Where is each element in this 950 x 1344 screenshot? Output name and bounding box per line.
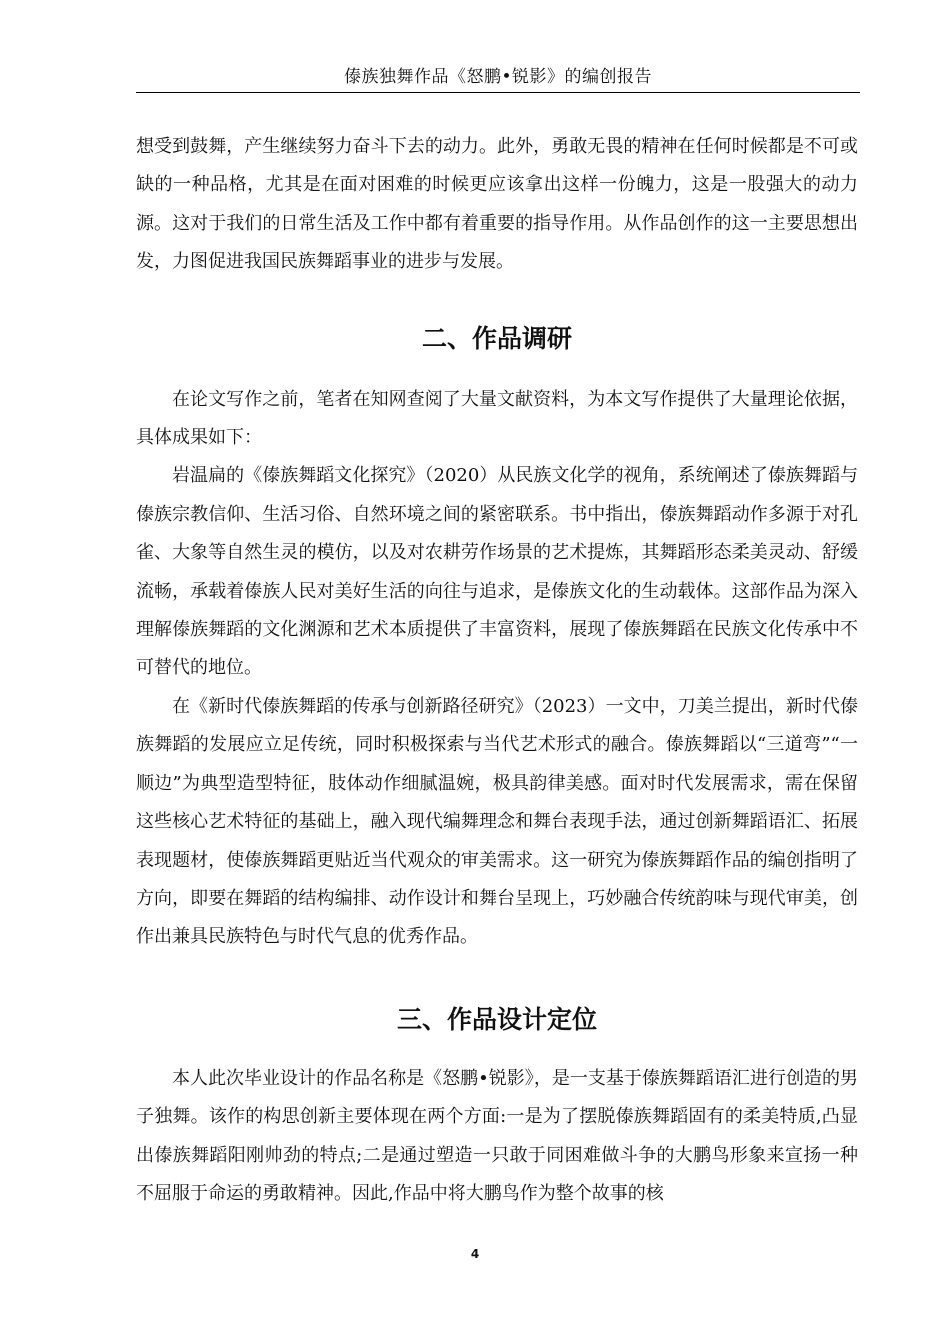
paragraph: 本人此次毕业设计的作品名称是《怒鹏•锐影》，是一支基于傣族舞蹈语汇进行创造的男子独舞。该作的构思创新主要体现在两个方面:一是为了摆脱傣族舞蹈固有的柔美特质,凸显出傣族舞蹈阳刚帅劲的特点;二是通过塑造一只敢于同困难做斗争的大鹏鸟形象来宣扬一种不屈服于命运的勇敢精神。因此,作品中将大鹏鸟作为整个故事的核 xyxy=(136,1067,858,1204)
section-heading-design-positioning: 三、作品设计定位 xyxy=(396,1004,597,1034)
paragraph: 在《新时代傣族舞蹈的传承与创新路径研究》（2023）一文中，刀美兰提出，新时代傣族舞蹈的发展应立足传统，同时积极探索与当代艺术形式的融合。傣族舞蹈以“三道弯”“一顺边”为典型造型特征，肢体动作细腻温婉，极具韵律美感。面对时代发展需求，需在保留这些核心艺术特征的基础上，融入现代编舞理念和舞台表现手法，通过创新舞蹈语汇、拓展表现题材，使傣族舞蹈更贴近当代观众的审美需求。这一研究为傣族舞蹈作品的编创指明了方向，即要在舞蹈的结构编排、动作设计和舞台呈现上，巧妙融合传统韵味与现代审美，创作出兼具民族特色与时代气息的优秀作品。 xyxy=(136,695,858,948)
page-content xyxy=(136,128,858,1213)
paragraph: 岩温扁的《傣族舞蹈文化探究》（2020）从民族文化学的视角，系统阐述了傣族舞蹈与傣族宗教信仰、生活习俗、自然环境之间的紧密联系。书中指出，傣族舞蹈动作多源于对孔雀、大象等自然生灵的模仿，以及对农耕劳作场景的艺术提炼，其舞蹈形态柔美灵动、舒缓流畅，承载着傣族人民对美好生活的向往与追求，是傣族文化的生动载体。这部作品为深入理解傣族舞蹈的文化渊源和艺术本质提供了丰富资料，展现了傣族舞蹈在民族文化传承中不可替代的地位。 xyxy=(136,465,858,679)
paragraph-continued: 想受到鼓舞，产生继续努力奋斗下去的动力。此外，勇敢无畏的精神在任何时候都是不可或缺的一种品格，尤其是在面对困难的时候更应该拿出这样一份魄力，这是一股强大的动力源。这对于我们的日常生活及工作中都有着重要的指导作用。从作品创作的这一主要思想出发，力图促进我国民族舞蹈事业的进步与发展。 xyxy=(136,136,858,273)
page-header xyxy=(136,64,860,93)
paragraph: 在论文写作之前，笔者在知网查阅了大量文献资料，为本文写作提供了大量理论依据，具体成果如下： xyxy=(136,388,858,449)
page-number: 4 xyxy=(470,1247,480,1261)
section-heading-research: 二、作品调研 xyxy=(421,323,572,353)
document-title: 傣族独舞作品《怒鹏•锐影》的编创报告 xyxy=(343,67,653,87)
